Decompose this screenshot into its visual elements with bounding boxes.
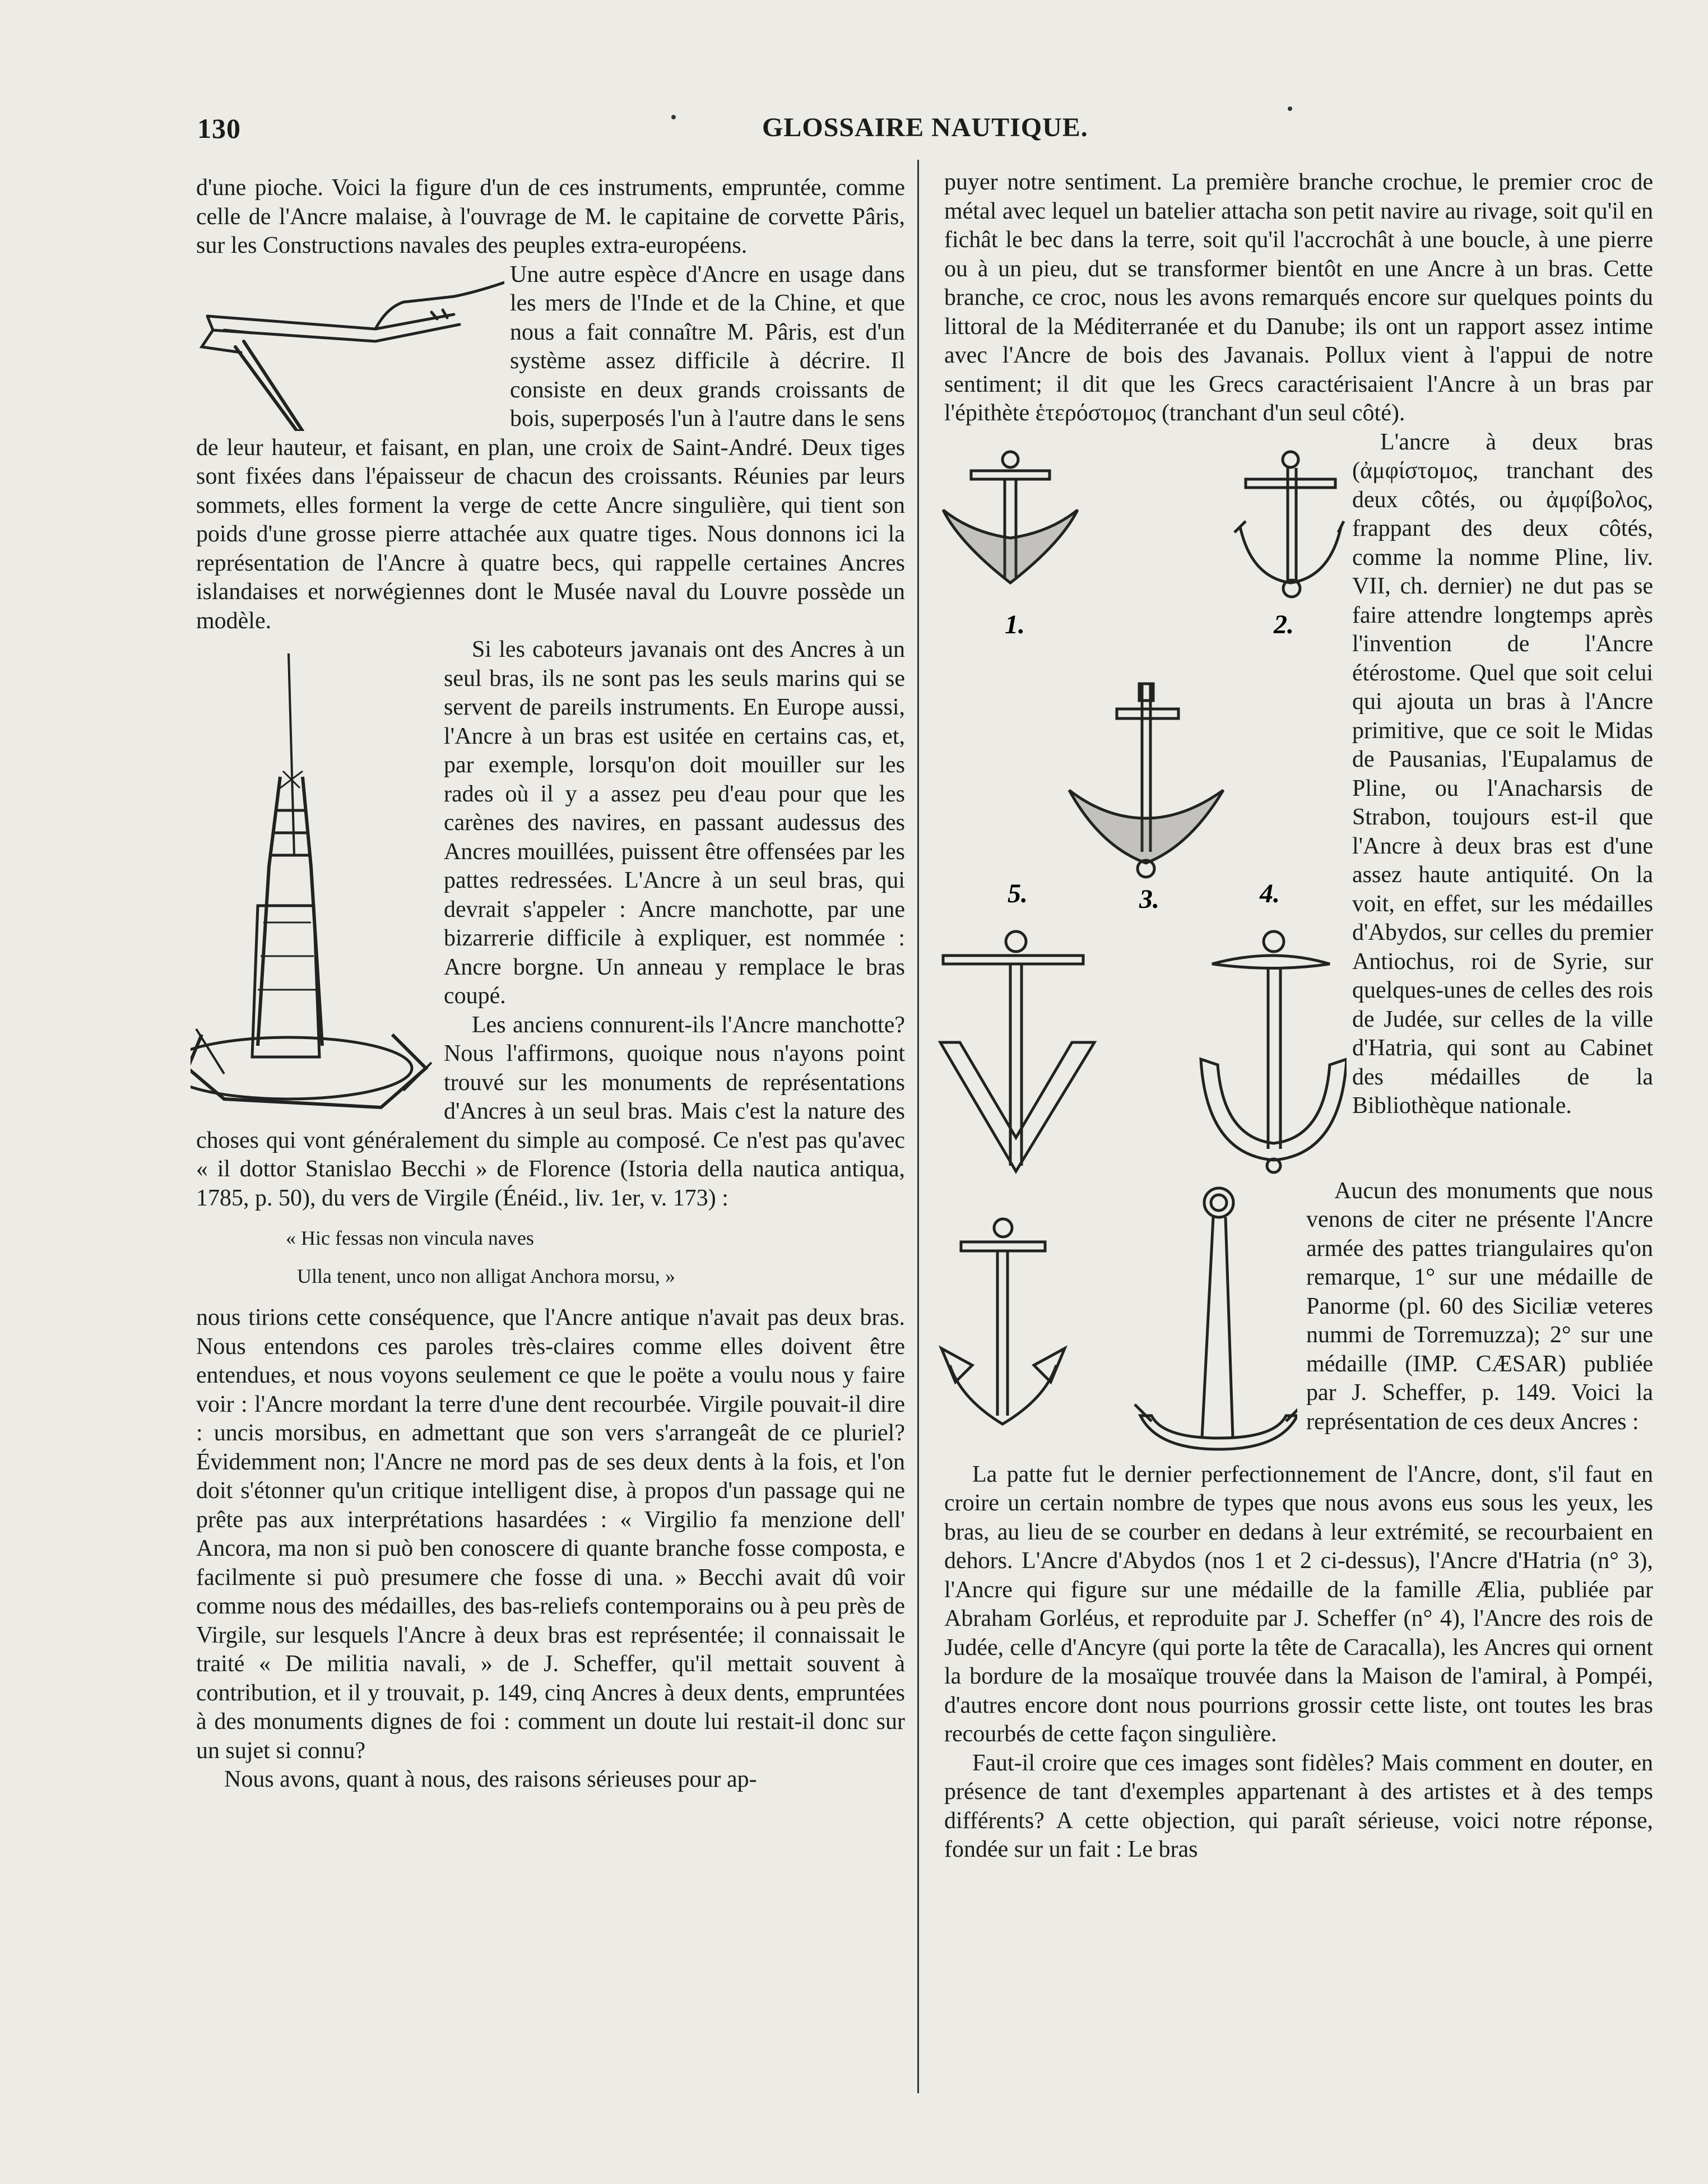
page-number: 130 xyxy=(197,113,241,144)
column-divider xyxy=(917,160,919,2093)
paragraph: Les anciens connurent-ils l'Ancre manchotte? Nous l'affirmons, quoique nous n'ayons point trouvé sur les monuments de représentations d'Ancres à un seul bras. Mais c'est la nature des choses qui vont généralement du simple au composé. Ce n'est pas qu'avec « il dottor Stanislao Becchi » de Florence (Istoria della nautica antiqua, 1785, p. 50), du vers de Virgile (Énéid., liv. 1er, v. 173) : xyxy=(196,1012,905,1211)
paragraph: puyer notre sentiment. La première branche crochue, le premier croc de métal avec lequel un batelier attacha son petit navire au rivage, soit qu'il en fichât le bec dans la terre, soit qu'il l'accrochât à une boucle, à une pierre ou à un pieu, dut se transformer bientôt en une Ancre à un bras. Cette branche, ce croc, nous les avons remarqués encore sur quelques points du littoral de la Méditerranée et du Danube; ils ont un rapport assez intime avec l'Ancre de bois des Javanais. Pollux vient à l'appui de notre sentiment; il dit que les Grecs caractérisaient l'Ancre à un bras par l'épithète ἑτερόστομος (tranchant d'un seul côté). xyxy=(944,169,1653,426)
print-speck xyxy=(1288,106,1292,111)
paragraph: Si les caboteurs javanais ont des Ancres à un seul bras, ils ne sont pas les seuls marins qui se servent de pareils instruments. En Europe aussi, l'Ancre à un bras est usitée en certains cas, et, par exemple, lorsqu'on doit mouiller sur les rades où il y a assez peu d'eau pour que les carènes des navires, en passant audessus des Ancres mouillées, puissent être offensées par les pattes redressées. L'Ancre à un seul bras, qui devrait s'appeler : Ancre manchotte, par une bizarrerie difficile à expliquer, est nommée : Ancre borgne. Un anneau y remplace le bras coupé. xyxy=(444,637,905,1009)
left-column xyxy=(196,174,905,1795)
page-title: GLOSSAIRE NAUTIQUE. xyxy=(762,113,1088,142)
paragraph: Aucun des monuments que nous venons de citer ne présente l'Ancre armée des pattes triangulaires qu'on remarque, 1° sur une médaille de Panorme (pl. 60 des Siciliæ veteres nummi de Torremuzza); 2° sur une médaille (IMP. CÆSAR) publiée par J. Scheffer, p. 149. Voici la représentation de ces deux Ancres : xyxy=(1306,1177,1653,1435)
paragraph: nous tirions cette conséquence, que l'Ancre antique n'avait pas deux bras. Nous entendons ces paroles très-claires comme elles doivent être entendues, et nous voyons seulement ce que le poëte a voulu nous y faire voir : l'Ancre mordant la terre d'une dent recourbée. Virgile pouvait-il dire : uncis morsibus, en admettant que son vers s'arrangeât de ce pluriel? Évidemment non; l'Ancre ne mord pas de ses deux dents à la fois, et l'on doit s'étonner qu'un critique intelligent dise, à propos d'un passage qui ne prête pas aux interprétations hasardées : « Virgilio fa menzione dell' Ancora, ma non si può ben conoscere di quante branche fosse composta, e facilmente si può presumere che fosse di una. » Becchi avait dû voir comme nous des médailles, des bas-reliefs contemporains ou à peu près de Virgile, sur lesquels l'Ancre à deux bras est représentée; il connaissait le traité « De militia navali, » de J. Scheffer, qu'il mettait souvent à contribution, et il y trouvait, p. 149, cinq Ancres à deux dents, empruntées à des monuments dignes de foi : comment un doute lui restait-il donc sur un sujet si connu? xyxy=(196,1305,905,1764)
figure-label-4: 4. xyxy=(1260,878,1280,908)
figure-label-1: 1. xyxy=(1005,609,1025,639)
figure-label-5: 5. xyxy=(1008,878,1028,908)
paragraph: Nous avons, quant à nous, des raisons sérieuses pour ap- xyxy=(224,1766,757,1792)
paragraph: d'une pioche. Voici la figure d'un de ces instruments, empruntée, comme celle de l'Ancre malaise, à l'ouvrage de M. le capitaine de corvette Pâris, sur les Constructions navales des peuples extra-européens. xyxy=(196,175,905,258)
two-armed-anchors-figure xyxy=(937,448,1347,1177)
paragraph: L'ancre à deux bras (ἀμφίστομος, tranchant des deux côtés, ou ἀμφίβολος, frappant des deux côtés, comme la nomme Pline, liv. VII, ch. dernier) ne dut pas se faire attendre longtemps après l'invention de l'Ancre étérostome. Quel que soit celui qui ajouta un bras à l'Ancre primitive, que ce soit le Midas de Pausanias, l'Eupalamus de Pline, ou l'Anacharsis de Strabon, toujours est-il que l'Ancre à deux bras est d'une assez haute antiquité. On la voit, en effet, sur les médailles d'Abydos, sur celles du premier Antiochus, roi de Syrie, sur quelques-unes de celles des rois de Judée, sur celles de la ville d'Hatria, qui sont au Cabinet des médailles de la Bibliothèque nationale. xyxy=(1352,429,1653,1119)
fluked-anchors-figure xyxy=(939,1180,1297,1460)
right-column xyxy=(944,168,1653,1865)
quote-line: Ulla tenent, unco non alligat Anchora morsu, » xyxy=(297,1265,675,1287)
paragraph: Une autre espèce d'Ancre en usage dans les mers de l'Inde et de la Chine, et que nous a fait connaître M. Pâris, est d'un système assez difficile à décrire. Il consiste en deux grands croissants de bois, superposés l'un à l'autre dans le sens de leur hauteur, et faisant, en plan, une croix de Saint-André. Deux tiges sont fixées dans l'épaisseur de chacun des croissants. Réunies par leurs sommets, elles forment la verge de cette Ancre singulière, qui tient son poids d'une grosse pierre attachée aux quatre tiges. Nous donnons ici la représentation de l'Ancre à quatre becs, qui rappelle certaines Ancres islandaises et norwégiennes dont le Musée naval du Louvre possède un modèle. xyxy=(196,261,905,634)
figure-label-3: 3. xyxy=(1139,884,1159,914)
print-speck xyxy=(671,115,676,119)
paragraph: Faut-il croire que ces images sont fidèles? Mais comment en douter, en présence de tant d'exemples appartenant à des artistes et à des temps différents? A cette objection, qui paraît sérieuse, voici notre réponse, fondée sur un fait : Le bras xyxy=(944,1750,1653,1862)
four-fluke-anchor-figure xyxy=(191,642,437,1119)
quote-line: « Hic fessas non vincula naves xyxy=(286,1227,534,1249)
paragraph: La patte fut le dernier perfectionnement de l'Ancre, dont, s'il faut en croire un certain nombre de types que nous avons eus sous les yeux, les bras, au lieu de se courber en dedans à leur extrémité, se recourbaient en dehors. L'Ancre d'Abydos (nos 1 et 2 ci-dessus), l'Ancre d'Hatria (n° 3), l'Ancre qui figure sur une médaille de la famille Ælia, publiée par Abraham Gorléus, et reproduite par J. Scheffer (n° 4), l'Ancre des rois de Judée, celle d'Ancyre (qui porte la tête de Caracalla), les Ancres qui ornent la bordure de la mosaïque trouvée dans la Maison de l'amiral, à Pompéi, d'autres encore dont nous pourrions grossir cette liste, ont toutes les bras recourbés de cette façon singulière. xyxy=(944,1461,1653,1747)
figure-label-2: 2. xyxy=(1274,609,1294,639)
javanese-hook-anchor-figure xyxy=(191,263,504,431)
